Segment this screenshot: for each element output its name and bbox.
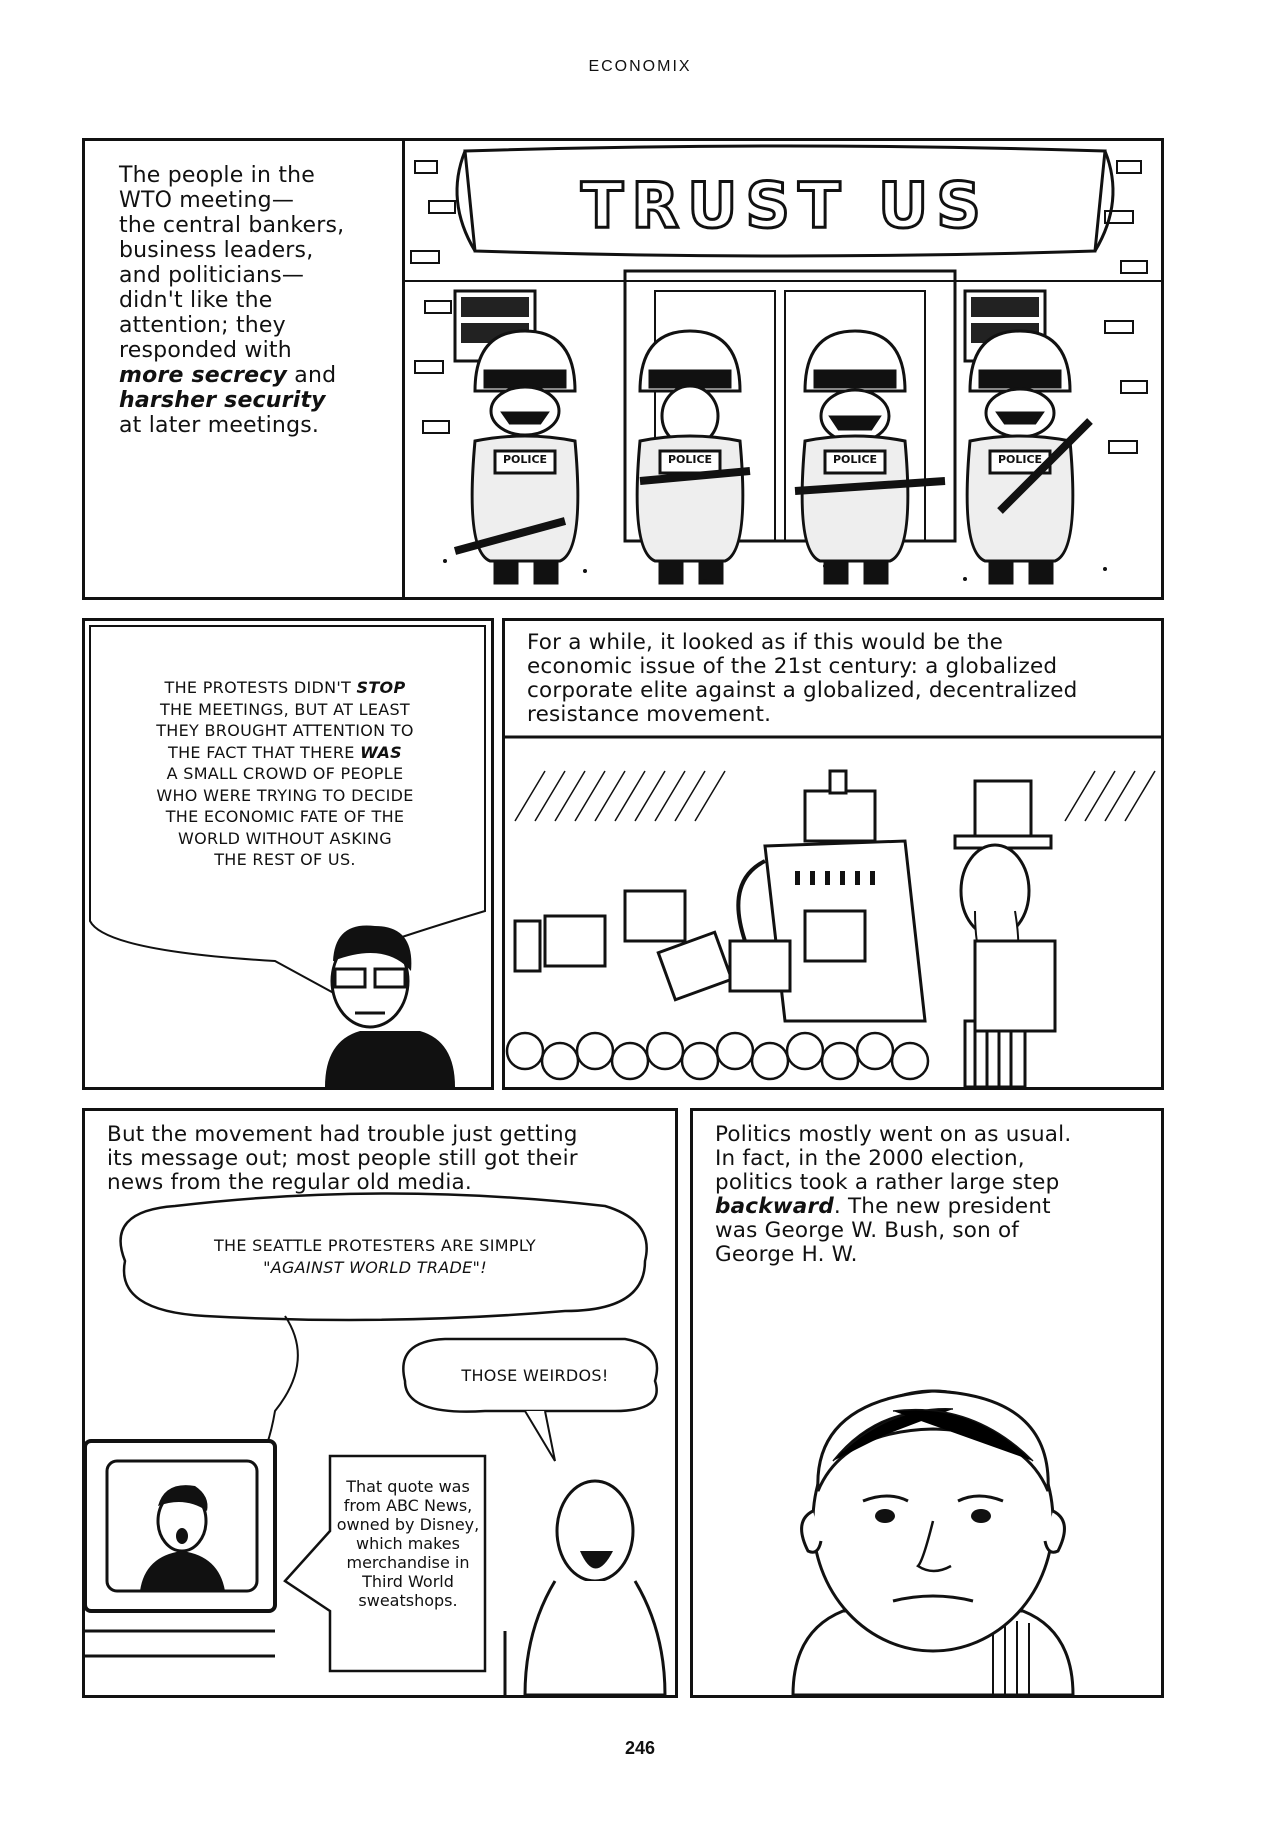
balloon-line: THE REST OF US. xyxy=(214,850,356,869)
sweatshop-note xyxy=(333,1477,483,1610)
balloon-line: THEY BROUGHT ATTENTION TO xyxy=(156,721,414,740)
caption-line: corporate elite against a globalized, decentralized xyxy=(527,678,1078,703)
balloon-line: WORLD WITHOUT ASKING xyxy=(177,828,393,848)
caption-line: economic issue of the 21st century: a globalized xyxy=(527,654,1058,679)
viewer-balloon-text: THOSE WEIRDOS! xyxy=(461,1366,609,1385)
caption-line: didn't like the xyxy=(119,288,273,313)
note-line: owned by Disney, xyxy=(336,1515,480,1534)
caption-line: resistance movement. xyxy=(527,702,772,727)
caption-line: and politicians— xyxy=(119,263,305,288)
tv-balloon-text xyxy=(145,1235,605,1278)
balloon-line: THE SEATTLE PROTESTERS ARE SIMPLY xyxy=(213,1236,537,1255)
balloon-text-span: THE PROTESTS DIDN'T xyxy=(164,678,357,697)
police-badge: POLICE xyxy=(667,453,713,466)
banner-trust-us: TRUST US xyxy=(581,169,989,242)
caption-text xyxy=(119,163,399,438)
balloon-line: THE MEETINGS, BUT AT LEAST xyxy=(159,699,411,719)
caption-line: was George W. Bush, son of xyxy=(715,1218,1020,1243)
corporate-elite-illustration xyxy=(505,621,1161,1087)
balloon-line xyxy=(105,677,465,699)
caption-line: at later meetings. xyxy=(119,413,320,438)
caption-line: But the movement had trouble just getting xyxy=(107,1122,578,1147)
panel-narrator xyxy=(82,618,494,1090)
caption-line: For a while, it looked as if this would be the xyxy=(527,630,1004,655)
caption-line: WTO meeting— xyxy=(119,188,295,213)
balloon-line: A SMALL CROWD OF PEOPLE xyxy=(166,764,404,783)
note-line: from ABC News, xyxy=(343,1496,473,1515)
caption-line xyxy=(119,363,399,388)
caption-line: George H. W. xyxy=(715,1242,858,1267)
balloon-line: WHO WERE TRYING TO DECIDE xyxy=(156,785,414,805)
panel-bush xyxy=(690,1108,1164,1698)
note-line: sweatshops. xyxy=(358,1591,458,1610)
police-badge: POLICE xyxy=(997,453,1043,466)
running-head: ECONOMIX xyxy=(588,58,692,75)
caption-line: business leaders, xyxy=(119,238,314,263)
caption-line: responded with xyxy=(119,338,292,363)
note-line: merchandise in xyxy=(346,1553,470,1572)
narrator-balloon-text xyxy=(105,677,465,871)
emphasis-harsher-security: harsher security xyxy=(119,388,326,413)
caption-line: Politics mostly went on as usual. xyxy=(715,1122,1072,1147)
note-line: That quote was xyxy=(346,1477,470,1496)
balloon-line: "AGAINST WORLD TRADE"! xyxy=(263,1257,487,1277)
panel-media xyxy=(82,1108,678,1698)
caption-line: politics took a rather large step xyxy=(715,1170,1060,1195)
caption-line: attention; they xyxy=(119,313,286,338)
emphasis-was: WAS xyxy=(360,742,402,762)
panel-riot-police xyxy=(402,138,1164,600)
balloon-line xyxy=(105,742,465,764)
caption-word: and xyxy=(287,363,337,388)
bush-portrait xyxy=(693,1111,1161,1695)
police-badge: POLICE xyxy=(832,453,878,466)
caption-line: In fact, in the 2000 election, xyxy=(715,1146,1025,1171)
caption-line: The people in the xyxy=(119,163,316,188)
police-badge: POLICE xyxy=(502,453,548,466)
balloon-line: THE ECONOMIC FATE OF THE xyxy=(165,807,405,826)
caption-word: . The new president xyxy=(833,1194,1051,1219)
note-line: which makes xyxy=(356,1534,460,1553)
caption-line: its message out; most people still got their xyxy=(107,1146,578,1171)
panel-corporate-elite xyxy=(502,618,1164,1090)
panel-caption-secrecy xyxy=(82,138,405,600)
emphasis-backward: backward xyxy=(715,1194,834,1219)
page-number: 246 xyxy=(624,1738,656,1758)
balloon-text-span: THE FACT THAT THERE xyxy=(168,742,361,762)
note-line: Third World xyxy=(362,1572,454,1591)
caption-line: the central bankers, xyxy=(119,213,345,238)
emphasis-more-secrecy: more secrecy xyxy=(119,363,288,388)
caption-line: news from the regular old media. xyxy=(107,1170,472,1195)
emphasis-stop: STOP xyxy=(356,678,406,697)
